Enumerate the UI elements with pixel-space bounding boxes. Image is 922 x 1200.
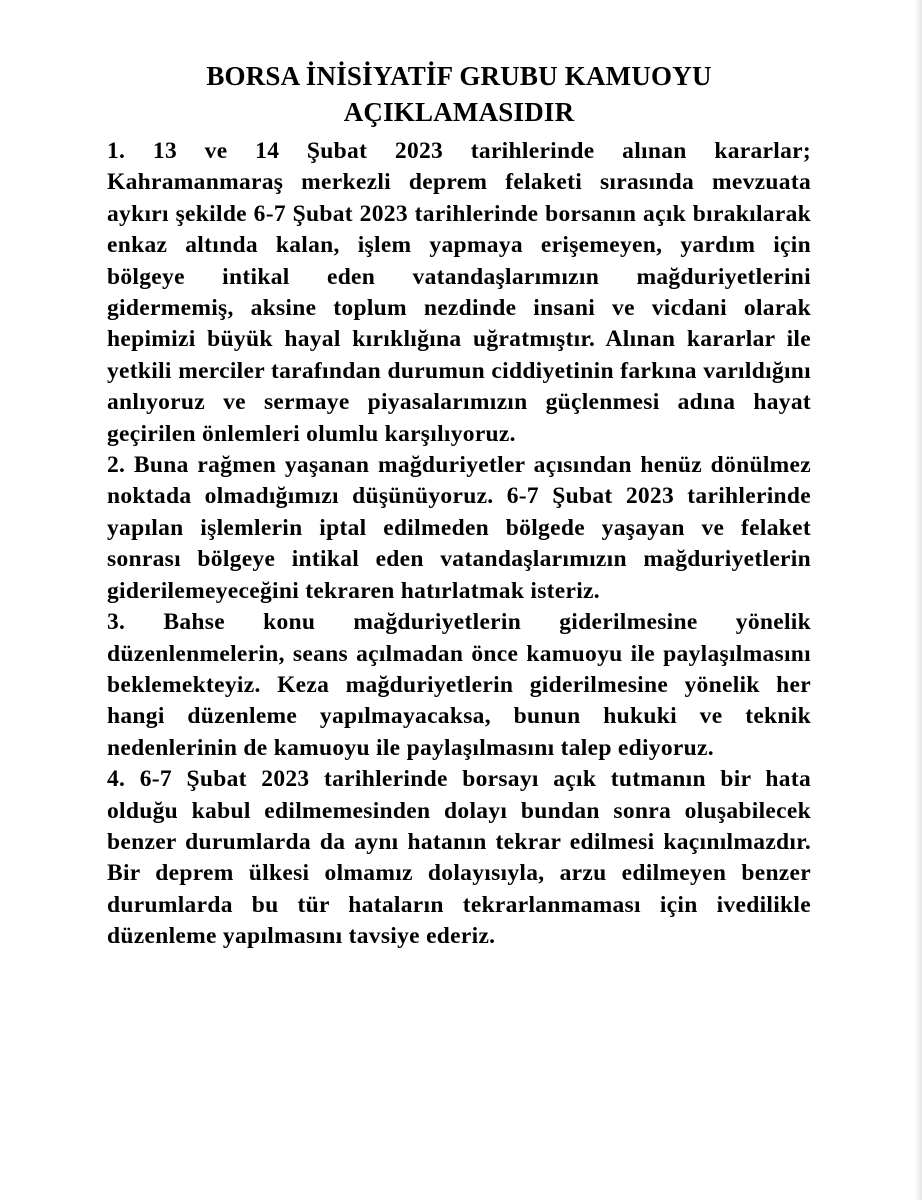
paragraph-1: 1. 13 ve 14 Şubat 2023 tarihlerinde alınan kararlar; Kahramanmaraş merkezli deprem felaketi sırasında mevzuata aykırı şekilde 6-7 Şubat 2023 tarihlerinde borsanın açık bırakılarak enkaz altında kalan, işlem yapmaya erişemeyen, yardım için bölgeye intikal eden vatandaşlarımızın mağduriyetlerini gidermemiş, aksine toplum nezdinde insani ve vicdani olarak hepimizi büyük hayal kırıklığına uğratmıştır. Alınan kararlar ile yetkili merciler tarafından durumun ciddiyetinin farkına varıldığını anlıyoruz ve sermaye piyasalarımızın güçlenmesi adına hayat geçirilen önlemleri olumlu karşılıyoruz.	[107, 138, 811, 447]
paragraph-3: 3. Bahse konu mağduriyetlerin giderilmesine yönelik düzenlenmelerin, seans açılmadan önce kamuoyu ile paylaşılmasını beklemekteyiz. Keza mağduriyetlerin giderilmesine yönelik her hangi düzenleme yapılmayacaksa, bunun hukuki ve teknik nedenlerinin de kamuoyu ile paylaşılmasını talep ediyoruz.	[107, 609, 811, 761]
title-line-2: AÇIKLAMASIDIR	[343, 97, 575, 127]
page-edge-shadow	[914, 0, 922, 1200]
title-line-1: BORSA İNİSİYATİF GRUBU KAMUOYU	[206, 61, 712, 91]
paragraph-4: 4. 6-7 Şubat 2023 tarihlerinde borsayı açık tutmanın bir hata olduğu kabul edilmemesinden dolayı bundan sonra oluşabilecek benzer durumlarda da aynı hatanın tekrar edilmesi kaçınılmazdır. Bir deprem ülkesi olmamız dolayısıyla, arzu edilmeyen benzer durumlarda bu tür hataların tekrarlanmaması için ivedilikle düzenleme yapılmasını tavsiye ederiz.	[107, 766, 811, 950]
paragraph-2: 2. Buna rağmen yaşanan mağduriyetler açısından henüz dönülmez noktada olmadığımızı düşünüyoruz. 6-7 Şubat 2023 tarihlerinde yapılan işlemlerin iptal edilmeden bölgede yaşayan ve felaket sonrası bölgeye intikal eden vatandaşlarımızın mağduriyetlerin giderilemeyeceğini tekraren hatırlatmak isteriz.	[107, 452, 811, 604]
statement-document	[107, 58, 811, 953]
document-title	[107, 58, 811, 130]
